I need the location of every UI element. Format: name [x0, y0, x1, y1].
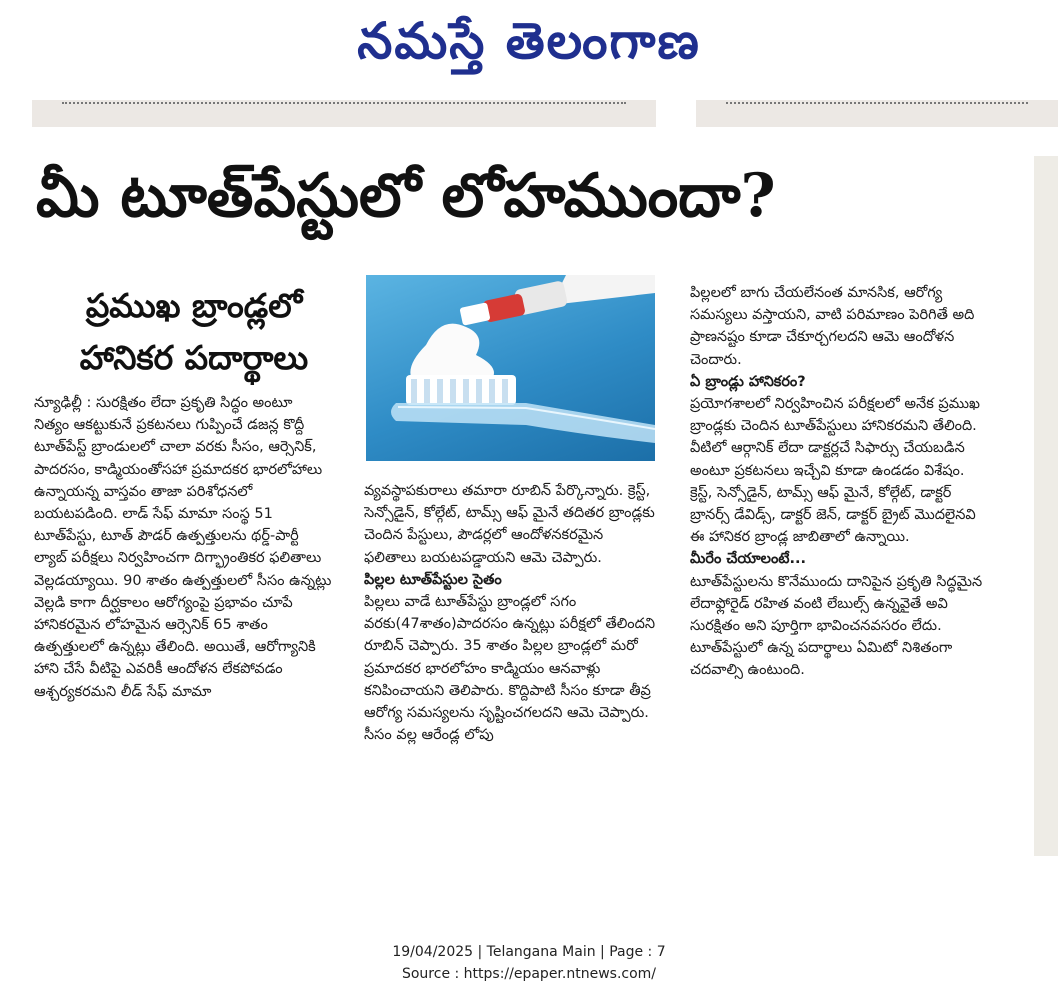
article-column-1	[34, 392, 332, 862]
previous-article-strip-left	[32, 100, 656, 127]
column-2-body: పిల్లలు వాడే టూత్‌పేస్టు బ్రాండ్లలో సగం వరకు(47శాతం)పాదరసం ఉన్నట్లు పరీక్షలో తేలిందని రూబిన్ చెప్పారు. 35 శాతం పిల్లల బ్రాండ్లలో మరో ప్రమాదకర భారలోహం కాడ్మియం ఆనవాళ్లు కనిపించాయని తెలిపారు. కొద్దిపాటి సీసం కూడా తీవ్ర ఆరోగ్య సమస్యలను సృష్టించగలదని ఆమె చెప్పారు. సీసం వల్ల ఆరేండ్ల లోపు	[364, 594, 656, 744]
column-3-subheading-2: మీరేం చేయాలంటే...	[690, 551, 807, 568]
column-3-body-1: ప్రయోగశాలలో నిర్వహించిన పరీక్షలలో అనేక ప్రముఖ బ్రాండ్లకు చెందిన టూత్‌పేస్టులు హానికరమని తేలింది. వీటిలో ఆర్గానిక్ లేదా డాక్టర్లచే సిఫార్సు చేయబడిన అంటూ ప్రకటనలు ఇచ్చేవి కూడా ఉండడం విశేషం. క్రెస్ట్, సెన్సోడైన్, టామ్స్ ఆఫ్ మైనే, కోల్గేట్, డాక్టర్ బ్రానర్స్ డేవిడ్స్, డాక్టర్ జెన్, డాక్టర్ బ్రైట్ మొదలైనవి ఈ హానికర బ్రాండ్ల జాబితాలో ఉన్నాయి.	[690, 396, 981, 546]
masthead-title: నమస్తే తెలంగాణ	[357, 11, 701, 70]
adjacent-page-edge	[1034, 156, 1058, 856]
column-2-text: వ్యవస్థాపకురాలు తమారా రూబిన్ పేర్కొన్నారు. క్రెస్ట్, సెన్సోడైన్, కోల్గేట్, టామ్స్ ఆఫ్ మైనే తదితర బ్రాండ్లకు చెందిన పేస్టులు, పౌడర్లలో ఆందోళనకరమైన ఫలితాలు బయటపడ్డాయని ఆమె చెప్పారు.	[364, 483, 655, 566]
article-column-3	[690, 282, 990, 862]
article-subheadline: ప్రముఖ బ్రాండ్లలో హానికర పదార్థాలు	[79, 286, 309, 377]
column-1-text: న్యూఢిల్లీ : సురక్షితం లేదా ప్రకృతి సిద్ధం అంటూ నిత్యం ఆకట్టుకునే ప్రకటనలు గుప్పించే డజన్ల కొద్దీ టూత్‌పేస్ట్ బ్రాండులలో చాలా వరకు సీసం, ఆర్సెనిక్, పాదరసం, కాడ్మియంతోసహా ప్రమాదకర భారలోహాలు ఉన్నాయన్న వాస్తవం తాజా పరిశోధనలో బయటపడింది. లాడ్ సేఫ్ మామా సంస్థ 51 టూత్‌పేస్టు, టూత్ పౌడర్ ఉత్పత్తులను థర్డ్-పార్టీ ల్యాబ్ పరీక్షలు నిర్వహించగా దిగ్భ్రాంతికర ఫలితాలు వెల్లడయ్యాయి. 90 శాతం ఉత్పత్తులలో సీసం ఉన్నట్లు వెల్లడి కాగా దీర్ఘకాలం ఆరోగ్యంపై ప్రభావం చూపే హానికరమైన లోహమైన ఆర్సెనిక్ 65 శాతం ఉత్పత్తులలో ఉన్నట్లు తేలింది. అయితే, ఆరోగ్యానికి హాని చేసే వీటిపై ఎవరికీ ఆందోళన లేకపోవడం ఆశ్చర్యకరమని లీడ్ సేఫ్ మామా	[34, 395, 332, 700]
article-headline: మీ టూత్‌పేస్టులో లోహముందా?	[36, 161, 776, 231]
footer-source-link[interactable]: Source : https://epaper.ntnews.com/	[401, 966, 657, 982]
column-3-subheading-1: ఏ బ్రాండ్లు హానికరం?	[690, 373, 806, 390]
previous-article-strip-right	[696, 100, 1058, 127]
footer-page-info: 19/04/2025 | Telangana Main | Page : 7	[392, 944, 666, 960]
column-3-text: పిల్లలలో బాగు చేయలేనంత మానసిక, ఆరోగ్య సమస్యలు వస్తాయని, వాటి పరిమాణం పెరిగితే అది ప్రాణనష్టం కూడా చేకూర్చగలదని ఆమె ఆందోళన చెందారు.	[690, 285, 975, 368]
column-2-subheading: పిల్లల టూత్‌పేస్టుల సైతం	[364, 571, 502, 588]
toothpaste-photo	[366, 275, 655, 461]
article-column-2	[364, 480, 658, 862]
toothbrush-illustration	[366, 275, 655, 461]
column-3-body-2: టూత్‌పేస్టులను కొనేముందు దానిపైన ప్రకృతి సిద్ధమైన లేదాఫ్లోరైడ్ రహిత వంటి లేబుల్స్ ఉన్నవైతే అవి సురక్షితం అని పూర్తిగా భావించనవసరం లేదు. టూత్‌పేస్టులో ఉన్న పదార్థాలు ఏమిటో నిశితంగా చదవాల్సి ఉంటుంది.	[690, 573, 983, 679]
